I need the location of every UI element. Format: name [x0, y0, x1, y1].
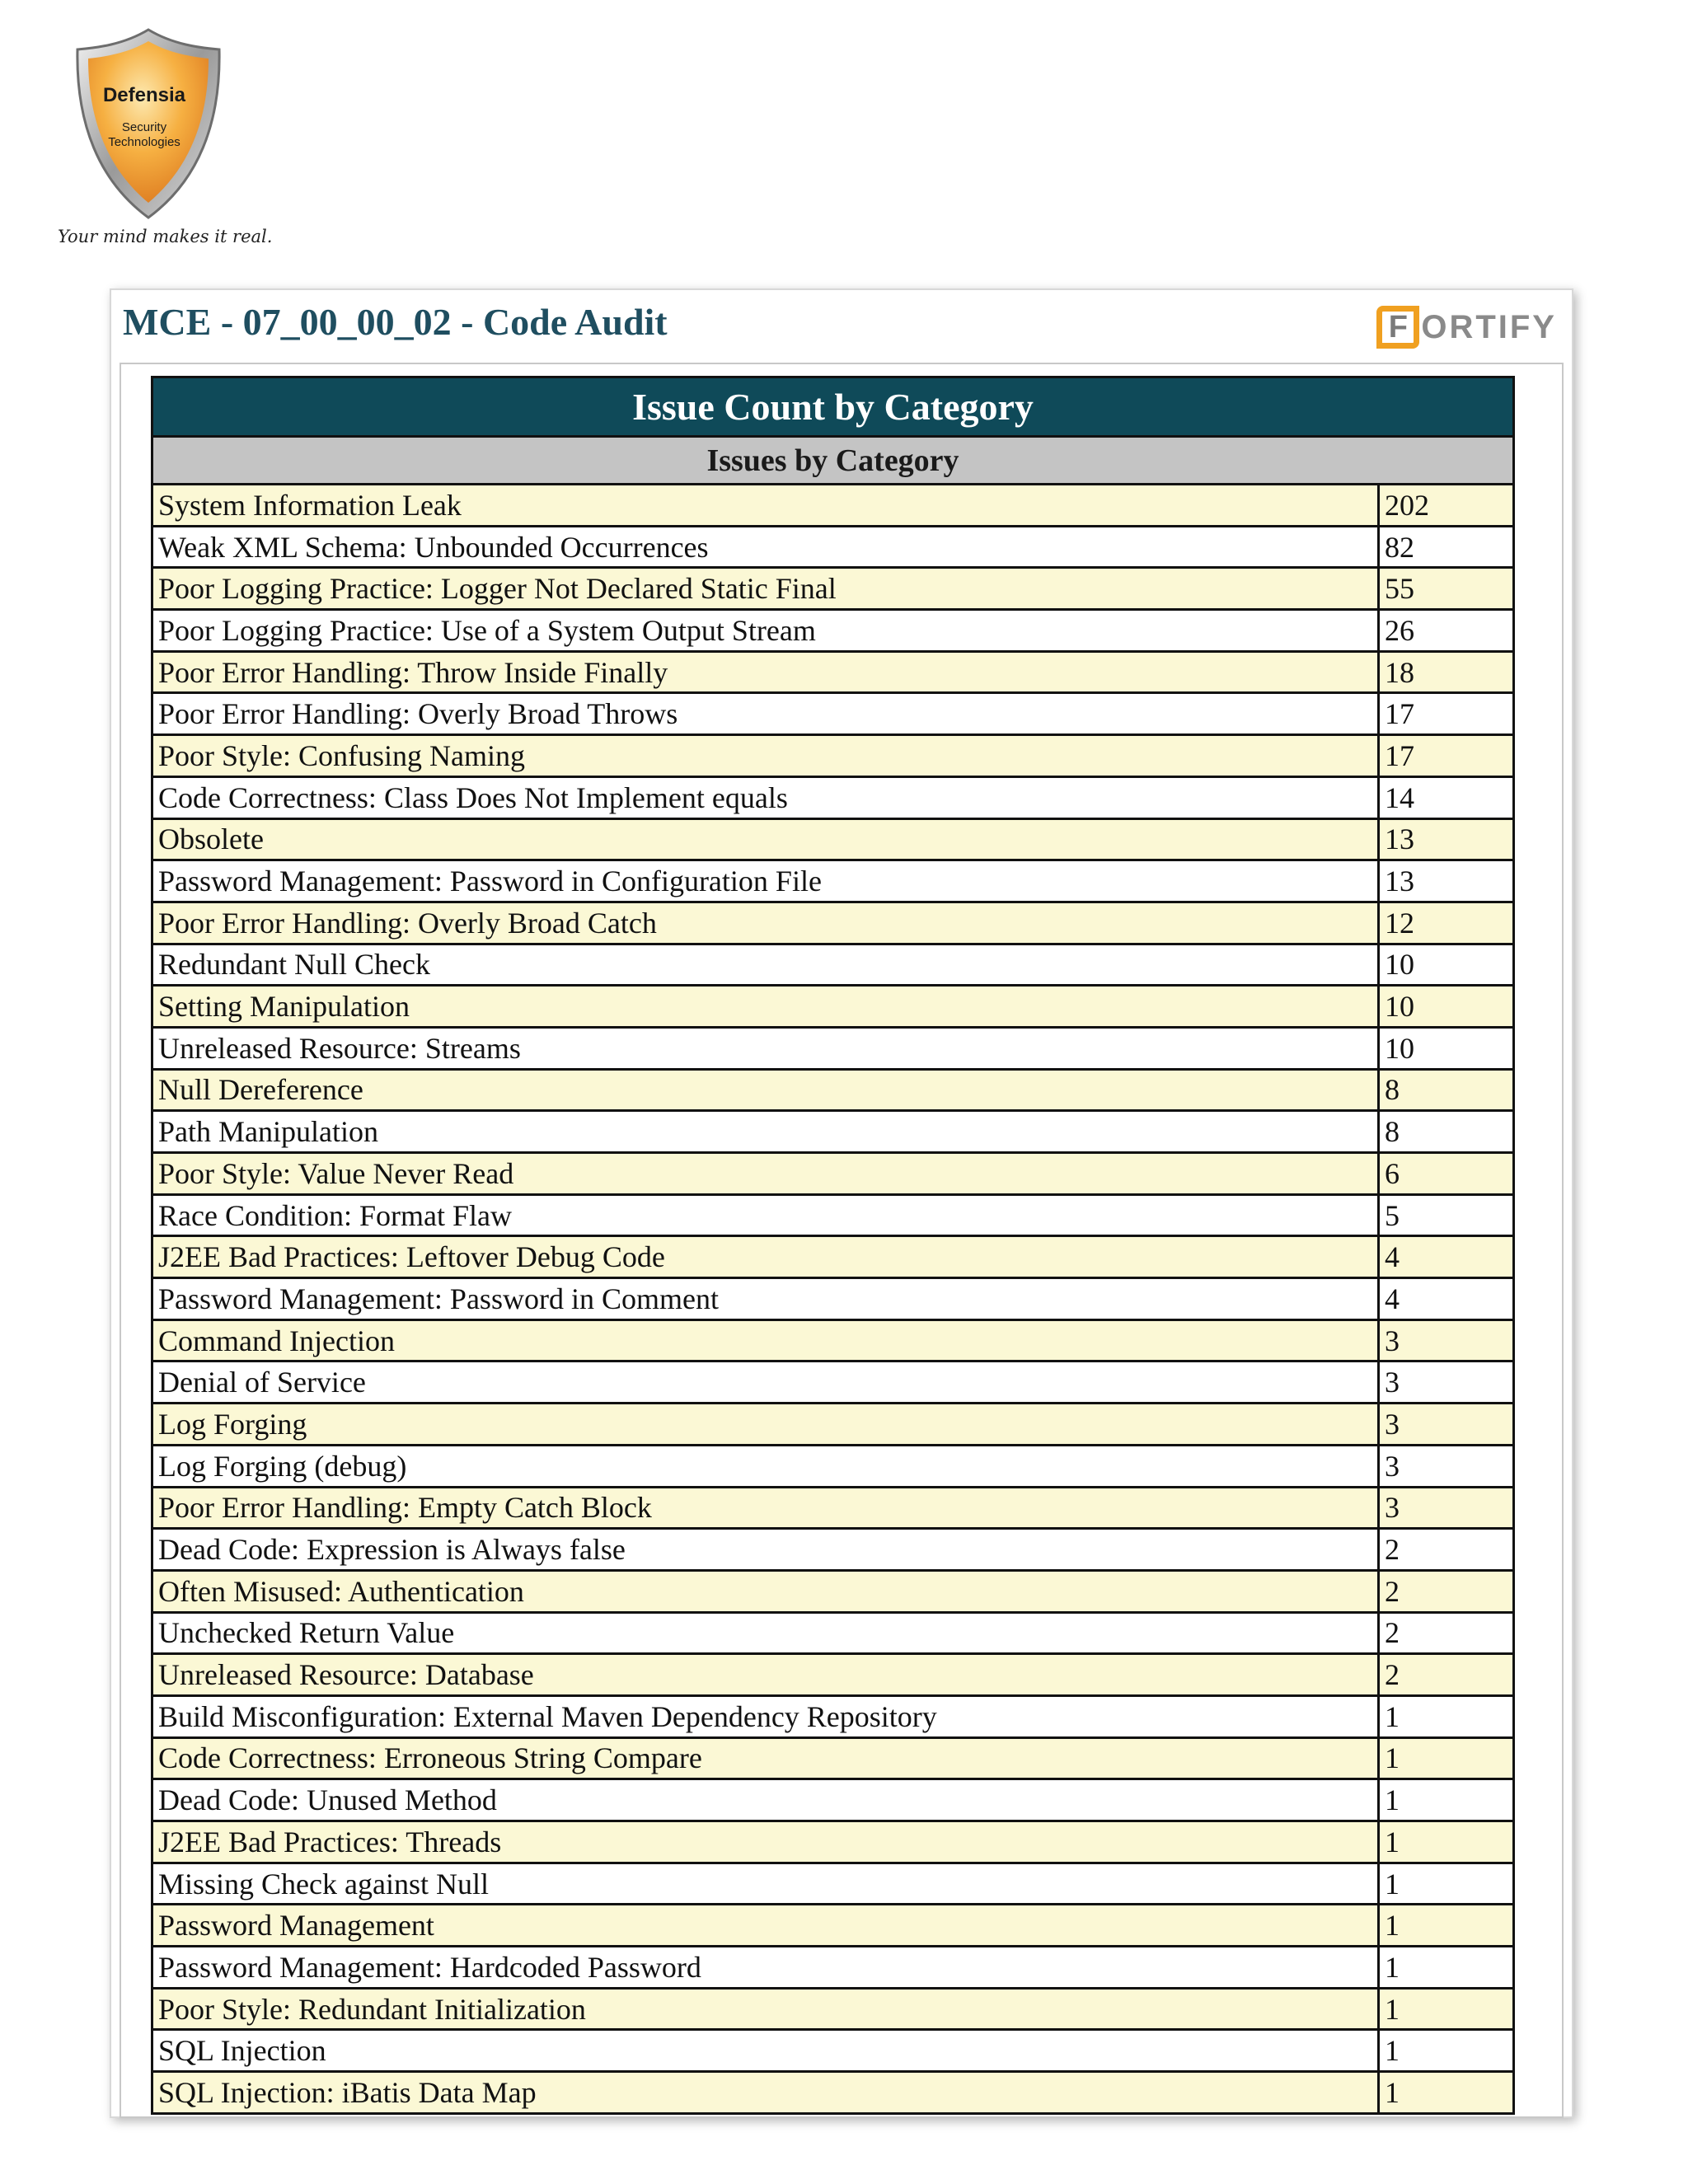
- table-row: [152, 610, 1514, 652]
- category-cell: Dead Code: Unused Method: [152, 1779, 1379, 1821]
- report-panel: [110, 288, 1573, 2118]
- logo-name: Defensia: [102, 84, 186, 106]
- category-cell: Missing Check against Null: [152, 1863, 1379, 1905]
- count-cell: 202: [1379, 485, 1514, 527]
- category-cell: System Information Leak: [152, 485, 1379, 527]
- table-row: [152, 2030, 1514, 2072]
- category-cell: Poor Error Handling: Empty Catch Block: [152, 1487, 1379, 1529]
- count-cell: 12: [1379, 902, 1514, 944]
- count-cell: 82: [1379, 526, 1514, 568]
- table-row: [152, 1779, 1514, 1821]
- category-cell: Unreleased Resource: Database: [152, 1654, 1379, 1696]
- category-cell: Code Correctness: Erroneous String Compare: [152, 1737, 1379, 1779]
- fortify-wordmark: ORTIFY: [1421, 308, 1557, 345]
- count-cell: 1: [1379, 2030, 1514, 2072]
- count-cell: 1: [1379, 1905, 1514, 1947]
- category-cell: Setting Manipulation: [152, 986, 1379, 1028]
- table-row: [152, 1111, 1514, 1153]
- table-row: [152, 1069, 1514, 1111]
- table-row: [152, 776, 1514, 818]
- table-row: [152, 2072, 1514, 2114]
- table-row: [152, 1027, 1514, 1069]
- table-row: [152, 902, 1514, 944]
- count-cell: 13: [1379, 818, 1514, 860]
- table-row: [152, 1737, 1514, 1779]
- count-cell: 1: [1379, 1737, 1514, 1779]
- table-row: [152, 1570, 1514, 1612]
- count-cell: 1: [1379, 1947, 1514, 1989]
- table-row: [152, 1695, 1514, 1737]
- table-title: Issue Count by Category: [152, 377, 1514, 437]
- count-cell: 1: [1379, 1988, 1514, 2030]
- category-cell: Poor Style: Confusing Naming: [152, 735, 1379, 777]
- table-row: [152, 485, 1514, 527]
- count-cell: 2: [1379, 1654, 1514, 1696]
- count-cell: 2: [1379, 1529, 1514, 1571]
- count-cell: 3: [1379, 1319, 1514, 1361]
- category-cell: Password Management: [152, 1905, 1379, 1947]
- category-cell: Password Management: Hardcoded Password: [152, 1947, 1379, 1989]
- count-cell: 10: [1379, 986, 1514, 1028]
- category-cell: Poor Error Handling: Overly Broad Catch: [152, 902, 1379, 944]
- category-cell: Dead Code: Expression is Always false: [152, 1529, 1379, 1571]
- category-cell: Denial of Service: [152, 1361, 1379, 1404]
- defensia-logo: [58, 25, 273, 264]
- table-row: [152, 1404, 1514, 1446]
- count-cell: 18: [1379, 651, 1514, 693]
- table-row: [152, 693, 1514, 735]
- category-cell: Code Correctness: Class Does Not Implement equals: [152, 776, 1379, 818]
- table-row: [152, 1278, 1514, 1320]
- category-cell: SQL Injection: [152, 2030, 1379, 2072]
- category-cell: Poor Logging Practice: Logger Not Declared Static Final: [152, 568, 1379, 610]
- count-cell: 17: [1379, 693, 1514, 735]
- count-cell: 4: [1379, 1278, 1514, 1320]
- table-row: [152, 986, 1514, 1028]
- count-cell: 8: [1379, 1069, 1514, 1111]
- count-cell: 26: [1379, 610, 1514, 652]
- category-cell: Log Forging (debug): [152, 1445, 1379, 1487]
- issue-rows: [152, 485, 1514, 2114]
- count-cell: 55: [1379, 568, 1514, 610]
- table-row: [152, 1236, 1514, 1278]
- category-cell: Command Injection: [152, 1319, 1379, 1361]
- category-cell: Password Management: Password in Comment: [152, 1278, 1379, 1320]
- category-cell: Unchecked Return Value: [152, 1612, 1379, 1654]
- table-row: [152, 818, 1514, 860]
- table-subtitle: Issues by Category: [152, 437, 1514, 485]
- table-row: [152, 1612, 1514, 1654]
- count-cell: 10: [1379, 1027, 1514, 1069]
- count-cell: 1: [1379, 1821, 1514, 1863]
- table-row: [152, 526, 1514, 568]
- category-cell: J2EE Bad Practices: Leftover Debug Code: [152, 1236, 1379, 1278]
- table-row: [152, 1445, 1514, 1487]
- issue-count-table: [151, 376, 1515, 2115]
- count-cell: 1: [1379, 1695, 1514, 1737]
- category-cell: Build Misconfiguration: External Maven Dependency Repository: [152, 1695, 1379, 1737]
- count-cell: 3: [1379, 1487, 1514, 1529]
- table-row: [152, 1361, 1514, 1404]
- table-row: [152, 735, 1514, 777]
- count-cell: 6: [1379, 1153, 1514, 1195]
- table-row: [152, 1905, 1514, 1947]
- category-cell: Weak XML Schema: Unbounded Occurrences: [152, 526, 1379, 568]
- count-cell: 1: [1379, 2072, 1514, 2114]
- table-row: [152, 1194, 1514, 1236]
- count-cell: 2: [1379, 1570, 1514, 1612]
- category-cell: Poor Logging Practice: Use of a System Output Stream: [152, 610, 1379, 652]
- table-row: [152, 1319, 1514, 1361]
- count-cell: 4: [1379, 1236, 1514, 1278]
- logo-subtitle-line1: Security: [121, 120, 167, 134]
- count-cell: 17: [1379, 735, 1514, 777]
- count-cell: 3: [1379, 1361, 1514, 1404]
- category-cell: Obsolete: [152, 818, 1379, 860]
- table-row: [152, 1487, 1514, 1529]
- category-cell: Null Dereference: [152, 1069, 1379, 1111]
- count-cell: 2: [1379, 1612, 1514, 1654]
- category-cell: Log Forging: [152, 1404, 1379, 1446]
- category-cell: J2EE Bad Practices: Threads: [152, 1821, 1379, 1863]
- table-row: [152, 568, 1514, 610]
- table-row: [152, 860, 1514, 902]
- table-row: [152, 944, 1514, 986]
- category-cell: Poor Style: Value Never Read: [152, 1153, 1379, 1195]
- table-row: [152, 1153, 1514, 1195]
- count-cell: 1: [1379, 1779, 1514, 1821]
- count-cell: 14: [1379, 776, 1514, 818]
- table-row: [152, 651, 1514, 693]
- category-cell: Unreleased Resource: Streams: [152, 1027, 1379, 1069]
- category-cell: Race Condition: Format Flaw: [152, 1194, 1379, 1236]
- category-cell: Password Management: Password in Configuration File: [152, 860, 1379, 902]
- category-cell: Poor Error Handling: Overly Broad Throws: [152, 693, 1379, 735]
- count-cell: 5: [1379, 1194, 1514, 1236]
- category-cell: Path Manipulation: [152, 1111, 1379, 1153]
- report-title: MCE - 07_00_00_02 - Code Audit: [123, 301, 668, 343]
- logo-subtitle: [66, 120, 223, 150]
- fortify-logo: [1376, 302, 1557, 353]
- count-cell: 10: [1379, 944, 1514, 986]
- fortify-f-icon: F: [1376, 306, 1419, 349]
- table-row: [152, 1988, 1514, 2030]
- count-cell: 1: [1379, 1863, 1514, 1905]
- count-cell: 3: [1379, 1445, 1514, 1487]
- category-cell: Redundant Null Check: [152, 944, 1379, 986]
- count-cell: 13: [1379, 860, 1514, 902]
- table-row: [152, 1947, 1514, 1989]
- count-cell: 3: [1379, 1404, 1514, 1446]
- table-row: [152, 1821, 1514, 1863]
- category-cell: Often Misused: Authentication: [152, 1570, 1379, 1612]
- table-row: [152, 1654, 1514, 1696]
- category-cell: Poor Style: Redundant Initialization: [152, 1988, 1379, 2030]
- category-cell: Poor Error Handling: Throw Inside Finally: [152, 651, 1379, 693]
- count-cell: 8: [1379, 1111, 1514, 1153]
- category-cell: SQL Injection: iBatis Data Map: [152, 2072, 1379, 2114]
- table-row: [152, 1529, 1514, 1571]
- table-row: [152, 1863, 1514, 1905]
- logo-subtitle-line2: Technologies: [108, 135, 181, 149]
- logo-tagline: Your mind makes it real.: [58, 227, 273, 246]
